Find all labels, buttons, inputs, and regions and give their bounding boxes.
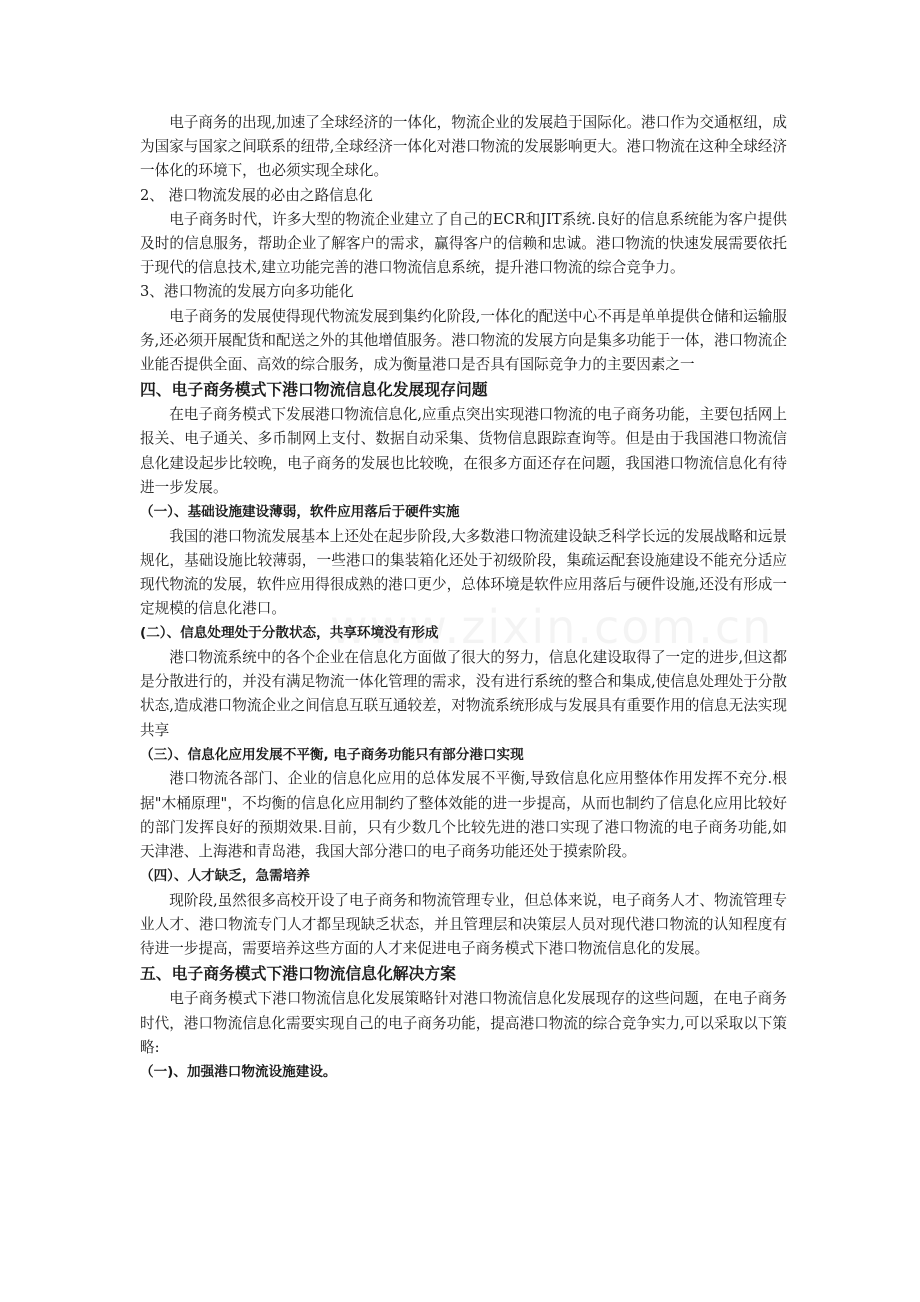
document-body bbox=[140, 111, 787, 1085]
subsection-heading-1: （一）、基础设施建设薄弱，软件应用落后于硬件实施 bbox=[140, 504, 460, 521]
list-item-3: 3、港口物流的发展方向多功能化 bbox=[140, 283, 354, 301]
paragraph-solutions: 电子商务模式下港口物流信息化发展策略针对港口物流信息化发展现存的这些问题，在电子商务时代，港口物流信息化需要实现自己的电子商务功能，提高港口物流的综合竞争实力,可以采取以下策略: bbox=[140, 990, 787, 1056]
paragraph-dispersed-info: 港口物流系统中的各个企业在信息化方面做了很大的努力，信息化建设取得了一定的进步,但这都是分散进行的，并没有满足物流一体化管理的需求，没有进行系统的整合和集成,使信息处理处于分散状态,造成港口物流企业之间信息互联互通较差，对物流系统形成与发展具有重要作用的信息无法实现共享 bbox=[140, 649, 787, 739]
paragraph-talent: 现阶段,虽然很多高校开设了电子商务和物流管理专业，但总体来说，电子商务人才、物流管理专业人才、港口物流专门人才都呈现缺乏状态，并且管理层和决策层人员对现代港口物流的认知程度有待进一步提高，需要培养这些方面的人才来促进电子商务模式下港口物流信息化的发展。 bbox=[140, 891, 787, 958]
paragraph-informatization: 电子商务时代，许多大型的物流企业建立了自己的ECR和JIT系统.良好的信息系统能为客户提供及时的信息服务，帮助企业了解客户的需求，赢得客户的信赖和忠诚。港口物流的快速发展需要依托于现代的信息技术,建立功能完善的港口物流信息系统，提升港口物流的综合竞争力。 bbox=[140, 210, 787, 277]
section-heading-5: 五、电子商务模式下港口物流信息化解决方案 bbox=[140, 964, 456, 984]
paragraph-globalization: 电子商务的出现,加速了全球经济的一体化，物流企业的发展趋于国际化。港口作为交通枢纽，成为国家与国家之间联系的纽带,全球经济一体化对港口物流的发展影响更大。港口物流在这种全球经济一体化的环境下，也必须实现全球化。 bbox=[140, 114, 787, 180]
paragraph-imbalance: 港口物流各部门、企业的信息化应用的总体发展不平衡,导致信息化应用整体作用发挥不充分.根据"木桶原理"，不均衡的信息化应用制约了整体效能的进一步提高，从而也制约了信息化应用比较好的部门发挥良好的预期效果.目前，只有少数几个比较先进的港口实现了港口物流的电子商务功能,如天津港、上海港和青岛港，我国大部分港口的电子商务功能还处于摸索阶段。 bbox=[140, 770, 787, 861]
paragraph-multifunction: 电子商务的发展使得现代物流发展到集约化阶段,一体化的配送中心不再是单单提供仓储和运输服务,还必须开展配货和配送之外的其他增值服务。港口物流的发展方向是集多功能于一体，港口物流企业能否提供全面、高效的综合服务，成为衡量港口是否具有国际竞争力的主要因素之一 bbox=[140, 307, 787, 374]
subsection-heading-3: （三）、信息化应用发展不平衡, 电子商务功能只有部分港口实现 bbox=[140, 746, 524, 763]
paragraph-current-problems: 在电子商务模式下发展港口物流信息化,应重点突出实现港口物流的电子商务功能，主要包括网上报关、电子通关、多币制网上支付、数据自动采集、货物信息跟踪查询等。但是由于我国港口物流信息化建设起步比较晚，电子商务的发展也比较晚，在很多方面还存在问题，我国港口物流信息化有待进一步发展。 bbox=[140, 406, 787, 496]
subsection-heading-2: (二）、信息处理处于分散状态，共享环境没有形成 bbox=[140, 625, 439, 642]
section-heading-4: 四、电子商务模式下港口物流信息化发展现存问题 bbox=[140, 380, 488, 400]
subsection-heading-4: （四）、人才缺乏，急需培养 bbox=[140, 868, 310, 885]
subsection-heading-5-1: （一)、加强港口物流设施建设。 bbox=[140, 1064, 337, 1081]
list-item-2: 2、 港口物流发展的必由之路信息化 bbox=[140, 186, 373, 204]
paragraph-infrastructure: 我国的港口物流发展基本上还处在起步阶段,大多数港口物流建设缺乏科学长远的发展战略和远景规化，基础设施比较薄弱，一些港口的集装箱化还处于初级阶段，集疏运配套设施建设不能充分适应现代物流的发展，软件应用得很成熟的港口更少，总体环境是软件应用落后与硬件设施,还没有形成一定规模的信息化港口。 bbox=[140, 527, 787, 618]
